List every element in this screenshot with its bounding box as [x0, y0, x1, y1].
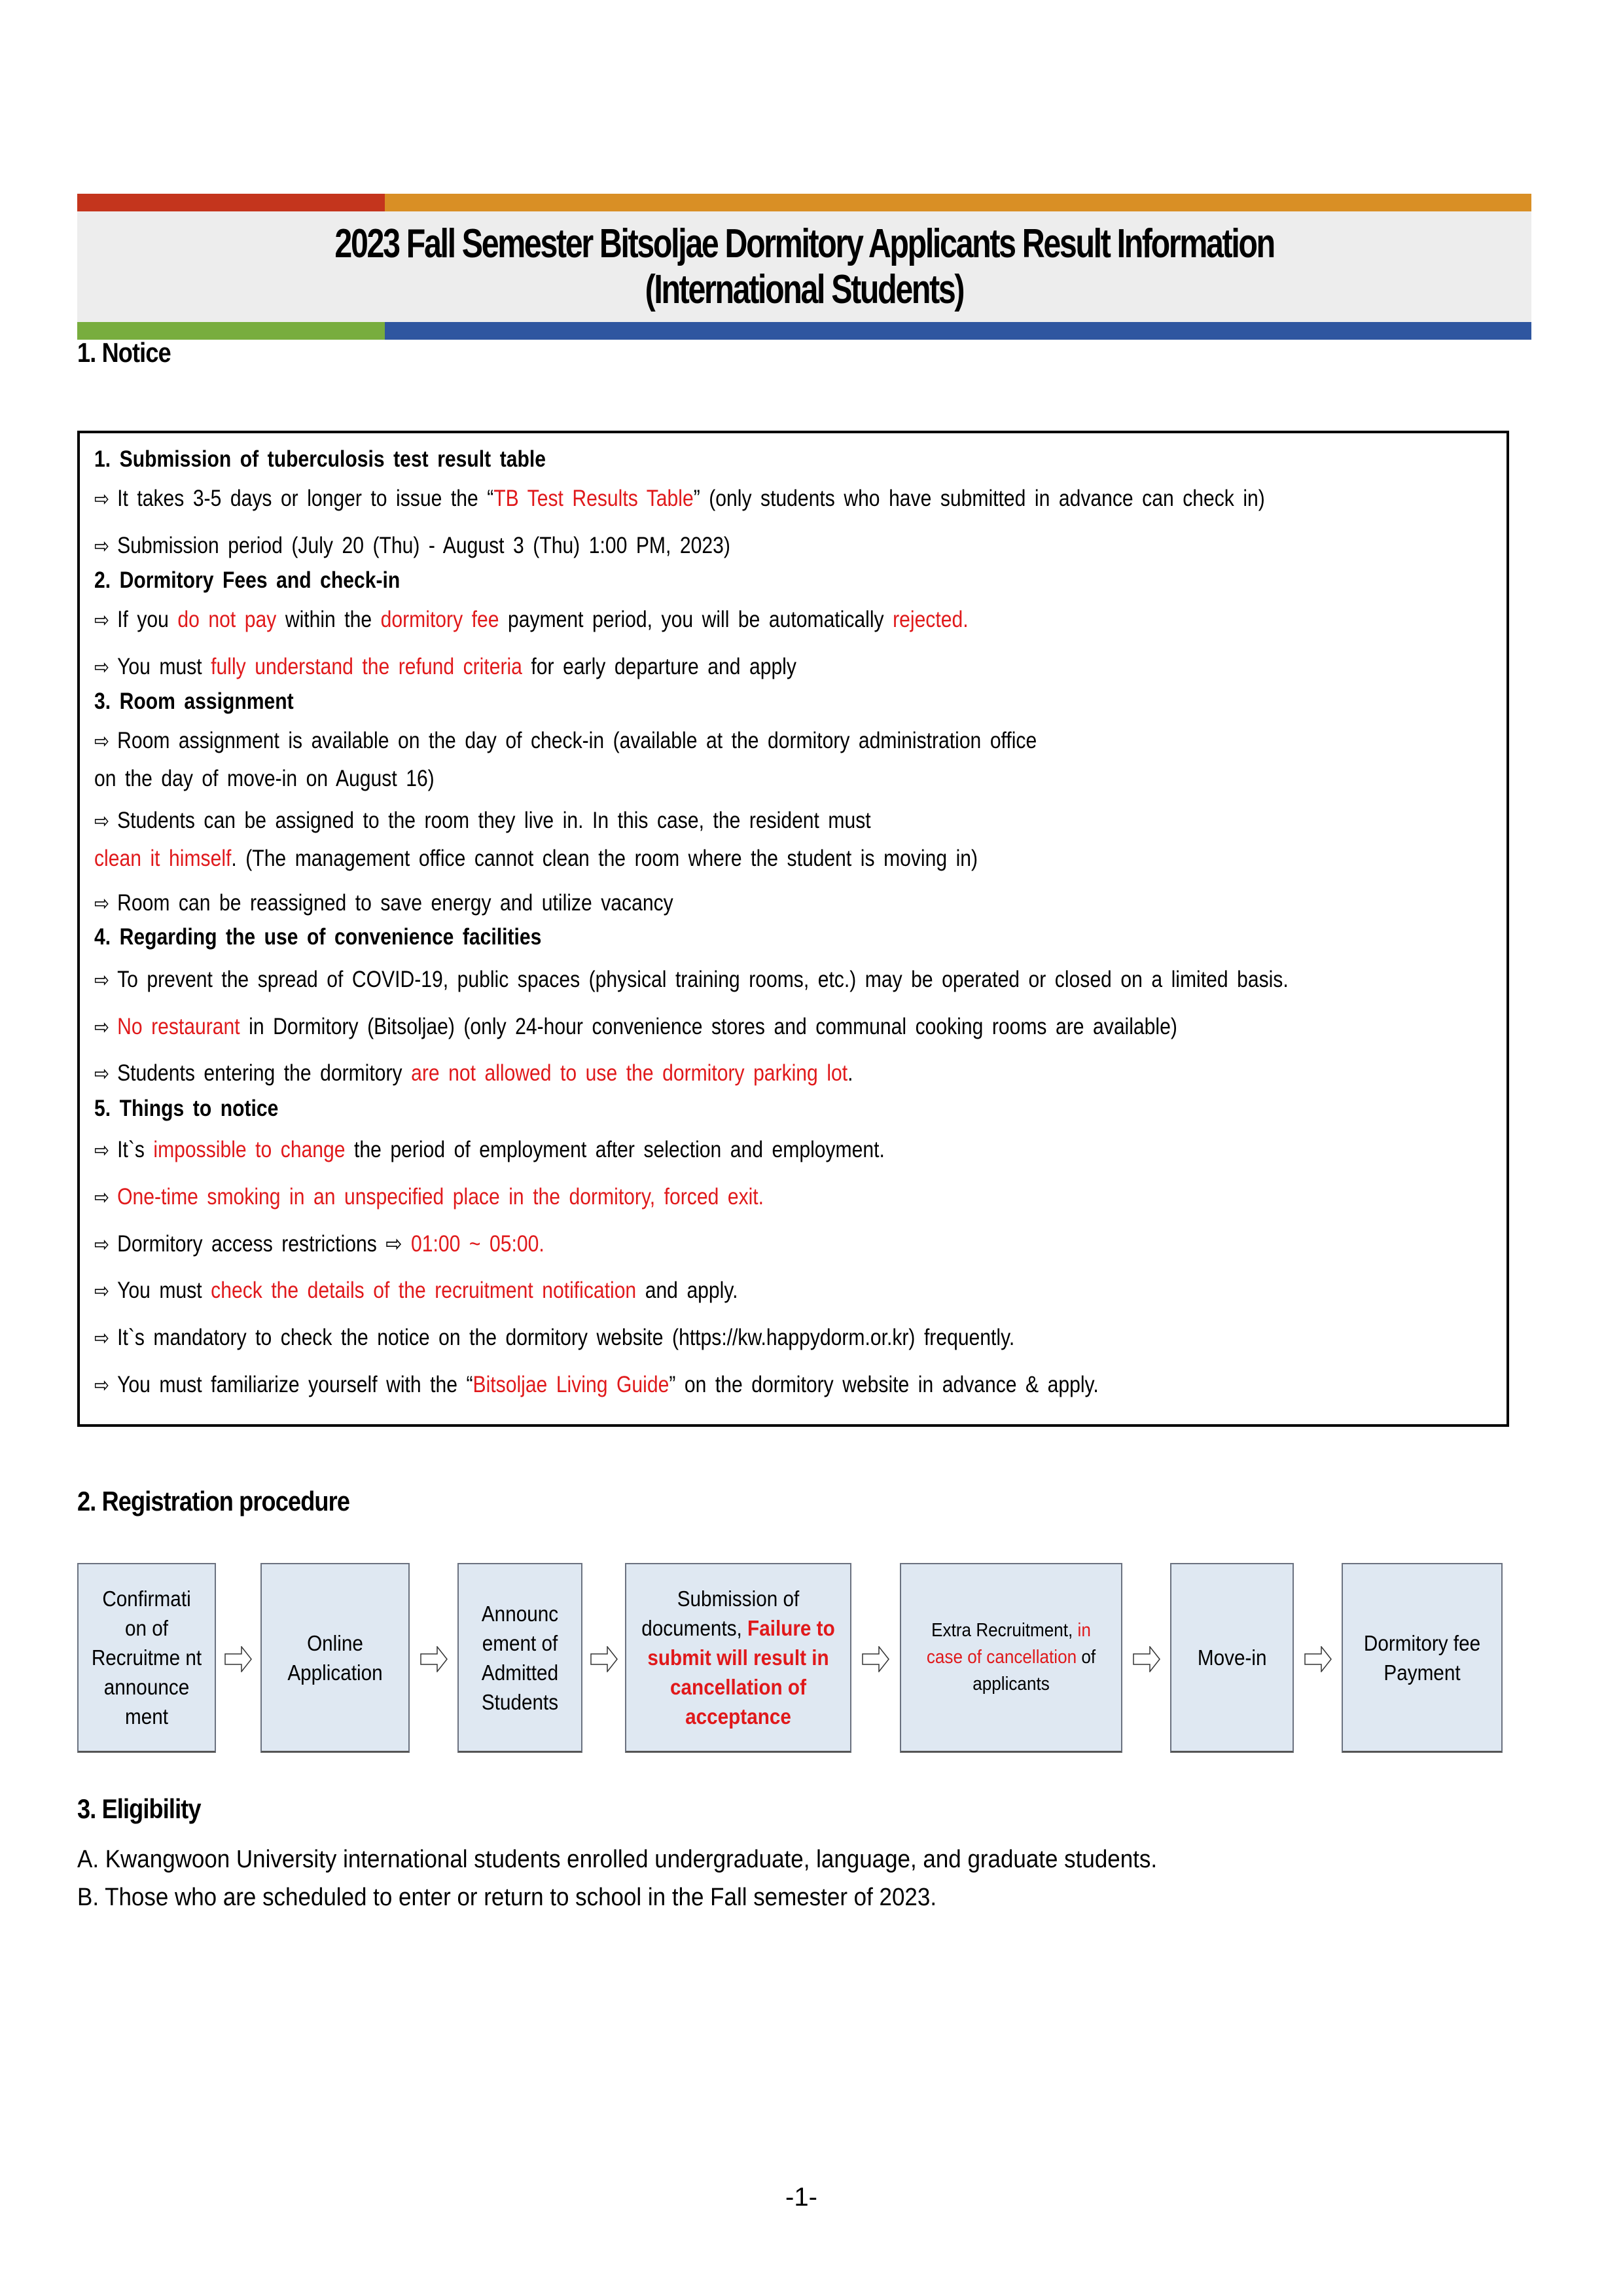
notice-text: It takes 3-5 days or longer to issue the “ [117, 486, 494, 511]
notice-text: . [847, 1060, 853, 1086]
notice-text: You must familiarize yourself with the “ [117, 1372, 473, 1397]
flow-step-label [1355, 1628, 1490, 1687]
notice-text: . (The management office cannot clean the room where the student is moving in) [231, 846, 978, 871]
right-arrow-outline-icon: ⇨ [94, 487, 110, 511]
notice-text: for early departure and apply [522, 654, 796, 679]
highlighted-text: Bitsoljae Living Guide [473, 1372, 669, 1397]
right-arrow-outline-icon: ⇨ [94, 1138, 110, 1162]
highlighted-text: dormitory fee [380, 607, 499, 632]
right-arrow-outline-icon: ⇨ [94, 1185, 110, 1209]
title-banner [77, 211, 1531, 322]
notice-item [94, 1060, 853, 1086]
right-arrow-outline-icon: ⇨ [94, 729, 110, 753]
notice-text: 5. Things to notice [94, 1096, 279, 1121]
right-arrow-outline-icon: ⇨ [94, 1062, 110, 1085]
notice-subheading [94, 1096, 278, 1122]
highlighted-text: clean it himself [94, 846, 232, 871]
page-number: -1- [785, 2183, 817, 2212]
eligibility-heading: 3. Eligibility [77, 1793, 201, 1824]
notice-text: ” (only students who have submitted in advance can check in) [693, 486, 1265, 511]
flow-step [77, 1563, 216, 1753]
notice-box [77, 431, 1509, 1427]
notice-item [94, 808, 871, 834]
flow-step [900, 1563, 1122, 1753]
notice-text: Dormitory access restrictions ⇨ [117, 1231, 412, 1257]
flow-arrow-icon [224, 1646, 252, 1672]
page-subtitle: (International Students) [645, 266, 964, 312]
flow-step-text: Dormitory fee Payment [1363, 1630, 1481, 1685]
right-arrow-outline-icon: ⇨ [94, 1373, 110, 1397]
flow-step-label [641, 1584, 836, 1731]
flow-step [1342, 1563, 1503, 1753]
notice-text: Room can be reassigned to save energy and utilize vacancy [117, 890, 673, 916]
notice-text: Submission period (July 20 (Thu) - August 3 (Thu) 1:00 PM, 2023) [117, 533, 730, 558]
highlighted-text: 01:00 ~ 05:00. [411, 1231, 544, 1257]
notice-heading: 1. Notice [77, 337, 171, 368]
notice-item [94, 766, 435, 792]
flow-step [1170, 1563, 1294, 1753]
notice-text: 2. Dormitory Fees and check-in [94, 567, 401, 593]
flow-step-text: Announc ement of Admitted Students [481, 1601, 559, 1714]
highlighted-text: impossible to change [153, 1137, 346, 1162]
flow-step [457, 1563, 582, 1753]
flow-step [260, 1563, 410, 1753]
notice-text: the period of employment after selection and employment. [345, 1137, 885, 1162]
notice-text: 4. Regarding the use of convenience facilities [94, 924, 542, 950]
flow-step-label [273, 1628, 398, 1687]
notice-text: If you [117, 607, 178, 632]
notice-item [94, 967, 1289, 993]
notice-item [94, 1184, 764, 1210]
flow-arrow-icon [420, 1646, 448, 1672]
right-arrow-outline-icon: ⇨ [94, 608, 110, 632]
notice-text: Students entering the dormitory [117, 1060, 412, 1086]
notice-item [94, 890, 673, 916]
flow-step-label [89, 1584, 204, 1731]
banner-bar-orange [385, 194, 1531, 211]
notice-item [94, 1278, 738, 1304]
notice-item [94, 846, 978, 872]
flow-step-text: Confirmati on of Recruitme nt announce ment [91, 1587, 202, 1729]
highlighted-text: TB Test Results Table [493, 486, 694, 511]
highlighted-text: do not pay [177, 607, 277, 632]
flow-arrow-icon [1304, 1646, 1332, 1672]
highlighted-text: check the details of the recruitment notification [211, 1278, 637, 1303]
flow-step-text: Online Application [287, 1630, 383, 1685]
notice-subheading [94, 567, 400, 594]
page-title: 2023 Fall Semester Bitsoljae Dormitory Applicants Result Information [334, 221, 1274, 266]
highlighted-text: in case of cancellation [926, 1620, 1091, 1668]
flow-step [625, 1563, 851, 1753]
notice-item [94, 1137, 885, 1163]
notice-subheading [94, 446, 546, 473]
notice-item [94, 1014, 1177, 1040]
eligibility-item-b: B. Those who are scheduled to enter or return to school in the Fall semester of 2023. [77, 1884, 937, 1911]
flow-step-label [1198, 1643, 1267, 1672]
notice-item [94, 1372, 1099, 1398]
notice-item [94, 1231, 544, 1257]
right-arrow-outline-icon: ⇨ [94, 655, 110, 679]
registration-heading: 2. Registration procedure [77, 1486, 350, 1516]
highlighted-text: No restaurant [117, 1014, 240, 1039]
notice-text: Room assignment is available on the day of check-in (available at the dormitory administration office [117, 728, 1037, 753]
notice-subheading [94, 689, 294, 715]
notice-text: within the [276, 607, 381, 632]
notice-item [94, 533, 730, 559]
flow-step-label [916, 1617, 1107, 1698]
notice-item [94, 486, 1265, 512]
right-arrow-outline-icon: ⇨ [94, 968, 110, 992]
highlighted-text: are not allowed to use the dormitory parking lot [411, 1060, 848, 1086]
flow-step-text: Extra Recruitment, [931, 1620, 1078, 1641]
flow-step-label [469, 1599, 572, 1717]
flow-step-text: of applicants [972, 1647, 1096, 1695]
banner-bar-blue [385, 322, 1531, 340]
right-arrow-outline-icon: ⇨ [94, 891, 110, 915]
notice-text: payment period, you will be automatically [499, 607, 893, 632]
highlighted-text: rejected. [893, 607, 969, 632]
notice-text: Students can be assigned to the room they live in. In this case, the resident must [117, 808, 871, 833]
notice-text: 1. Submission of tuberculosis test result table [94, 446, 546, 472]
flow-arrow-icon [862, 1646, 889, 1672]
highlighted-text: One-time smoking in an unspecified place in the dormitory, forced exit. [117, 1184, 764, 1210]
right-arrow-outline-icon: ⇨ [94, 1232, 110, 1256]
eligibility-item-a: A. Kwangwoon University international students enrolled undergraduate, language, and graduate students. [77, 1846, 1158, 1873]
notice-text: 3. Room assignment [94, 689, 294, 714]
right-arrow-outline-icon: ⇨ [94, 1326, 110, 1350]
banner-bar-red [77, 194, 385, 211]
notice-text: in Dormitory (Bitsoljae) (only 24-hour convenience stores and communal cooking rooms are available) [240, 1014, 1177, 1039]
notice-subheading [94, 924, 541, 950]
notice-text: You must [117, 1278, 211, 1303]
flow-step-text: Move-in [1197, 1645, 1267, 1670]
flow-step-text: Submission of documents, [641, 1587, 800, 1640]
flow-arrow-icon [590, 1646, 618, 1672]
right-arrow-outline-icon: ⇨ [94, 1015, 110, 1039]
notice-text: You must [117, 654, 211, 679]
notice-text: To prevent the spread of COVID-19, public spaces (physical training rooms, etc.) may be operated or closed on a limited basis. [117, 967, 1289, 992]
notice-item [94, 607, 969, 633]
right-arrow-outline-icon: ⇨ [94, 1279, 110, 1302]
notice-item [94, 728, 1037, 754]
notice-text: on the day of move-in on August 16) [94, 766, 435, 791]
notice-item [94, 654, 796, 680]
flow-arrow-icon [1133, 1646, 1160, 1672]
highlighted-text: fully understand the refund criteria [211, 654, 522, 679]
right-arrow-outline-icon: ⇨ [94, 809, 110, 833]
notice-text: It`s [117, 1137, 154, 1162]
highlighted-text: Failure to submit will result in cancellation of acceptance [647, 1616, 835, 1729]
notice-text: ” on the dormitory website in advance & apply. [669, 1372, 1099, 1397]
notice-text: and apply. [636, 1278, 738, 1303]
notice-item [94, 1325, 1014, 1351]
notice-text: It`s mandatory to check the notice on the dormitory website (https://kw.happydorm.or.kr) frequently. [117, 1325, 1015, 1350]
right-arrow-outline-icon: ⇨ [94, 534, 110, 558]
